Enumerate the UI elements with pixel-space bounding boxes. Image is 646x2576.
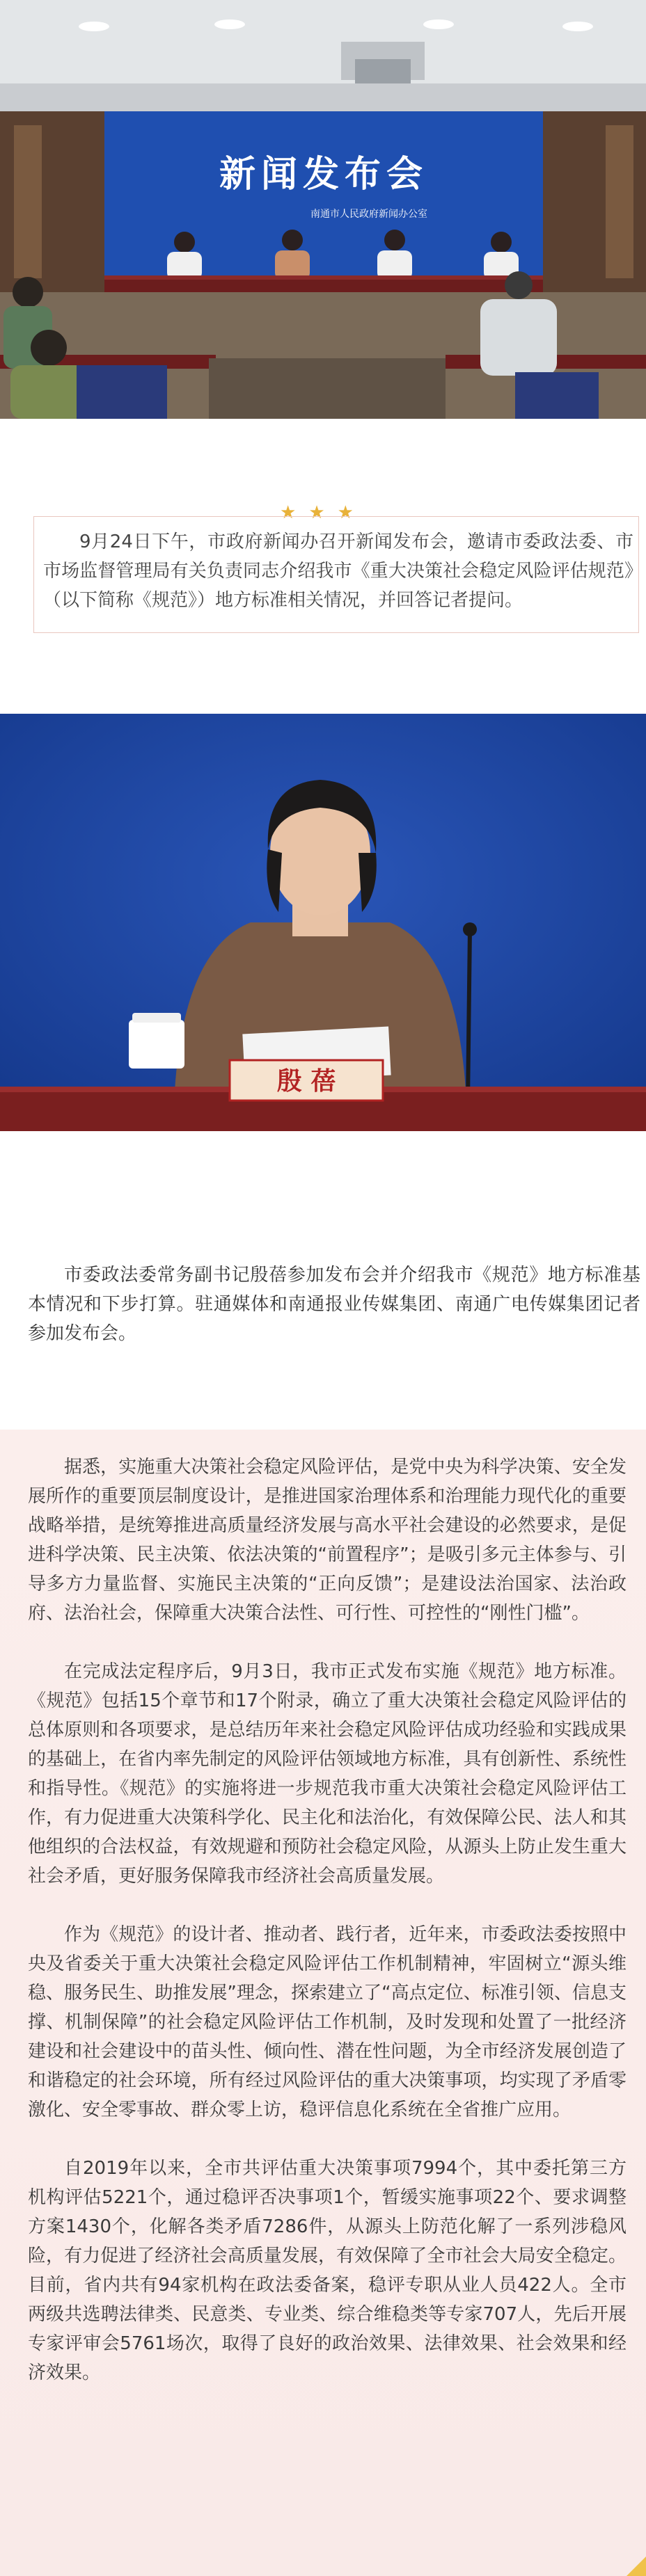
- intro-paragraph: 9月24日下午，市政府新闻办召开新闻发布会，邀请市委政法委、市市场监督管理局有关负责同志介绍我市《重大决策社会稳定风险评估规范》（以下简称《规范》）地方标准相关情况，并回答记者提问。: [43, 531, 633, 611]
- press-conference-photo: [0, 0, 646, 419]
- article-paragraph: 在完成法定程序后，9月3日，我市正式发布实施《规范》地方标准。《规范》包括15个章节和17个附录，确立了重大决策社会稳定风险评估的总体原则和各项要求，是总结历年来社会稳定风险评估成功经验和实践成果的基础上，在省内率先制定的风险评估领域地方标准，具有创新性、系统性和指导性。《规范》的实施将进一步规范我市重大决策社会稳定风险评估工作，有力促进重大决策科学化、民主化和法治化，有效保障公民、法人和其他组织的合法权益，有效规避和预防社会稳定风险，从源头上防止发生重大社会矛盾，更好服务保障我市经济社会高质量发展。: [28, 1661, 627, 1887]
- backdrop-subtitle: 南通市人民政府新闻办公室: [310, 209, 427, 220]
- backdrop-title: 新闻发布会: [219, 153, 429, 195]
- article-paragraph: 作为《规范》的设计者、推动者、践行者，近年来，市委政法委按照中央及省委关于重大决策社会稳定风险评估工作机制精神，牢固树立“源头维稳、服务民生、助推发展”理念，探索建立了“高点定位、标准引领、信息支撑、机制保障”的社会稳定风险评估工作机制，及时发现和处置了一批经济建设和社会建设中的苗头性、倾向性、潜在性问题，为全市经济发展创造了和谐稳定的社会环境，所有经过风险评估的重大决策事项，均实现了矛盾零激化、安全零事故、群众零上访，稳评信息化系统在全省推广应用。: [28, 1924, 627, 2120]
- decorative-stars-icon: ★★★: [280, 502, 366, 523]
- speaker-photo: [0, 714, 646, 1131]
- corner-triangle-icon: [627, 2557, 646, 2576]
- nameplate-text: 殷 蓓: [276, 1066, 336, 1096]
- article-body: [28, 1453, 627, 2417]
- article-paragraph: 自2019年以来，全市共评估重大决策事项7994个，其中委托第三方机构评估5221个，通过稳评否决事项1个，暂缓实施事项22个、要求调整方案1430个，化解各类矛盾7286件，从源头上防范化解了一系列涉稳风险，有力促进了经济社会高质量发展，有效保障了全市社会大局安全稳定。目前，省内共有94家机构在政法委备案，稳评专职从业人员422人。全市两级共选聘法律类、民意类、专业类、综合维稳类等专家707人，先后开展专家评审会5761场次，取得了良好的政治效果、法律效果、社会效果和经济效果。: [28, 2158, 627, 2383]
- photo-caption: 市委政法委常务副书记殷蓓参加发布会并介绍我市《规范》地方标准基本情况和下步打算。驻通媒体和南通报业传媒集团、南通广电传媒集团记者参加发布会。: [28, 1265, 640, 1344]
- article-paragraph: 据悉，实施重大决策社会稳定风险评估，是党中央为科学决策、安全发展所作的重要顶层制度设计，是推进国家治理体系和治理能力现代化的重要战略举措，是统筹推进高质量经济发展与高水平社会建设的必然要求，是促进科学决策、民主决策、依法决策的“前置程序”；是吸引多元主体参与、引导多方力量监督、实施民主决策的“正向反馈”；是建设法治国家、法治政府、法治社会，保障重大决策合法性、可行性、可控性的“刚性门槛”。: [28, 1457, 627, 1624]
